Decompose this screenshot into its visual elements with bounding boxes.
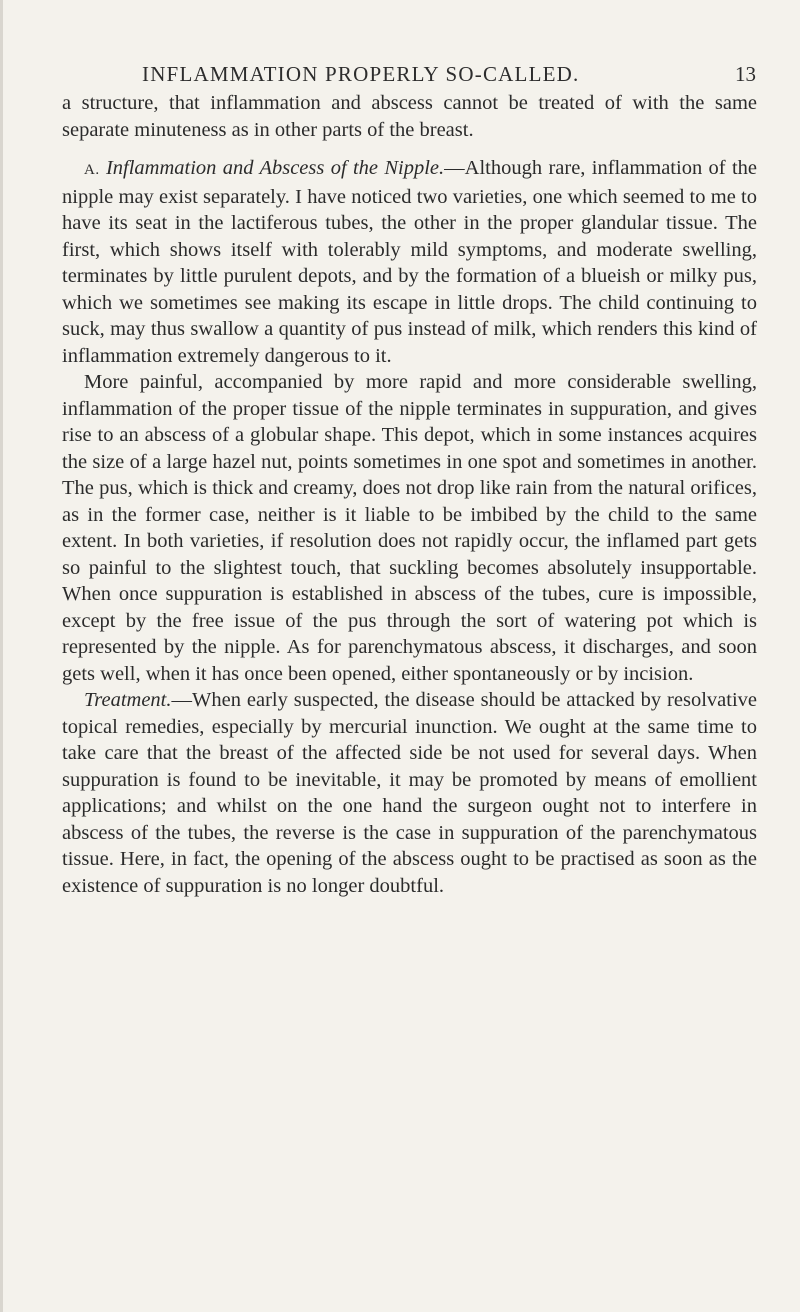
paragraph-continuation: a structure, that inflammation and abscess cannot be treated of with the same separate minuteness as in other parts of the breast. [62,92,757,141]
page-edge [0,0,3,1312]
paragraph-section-a [62,155,757,369]
section-heading: Inflammation and Abscess of the Nipple. [105,157,445,179]
page-number: 13 [735,62,756,86]
treatment-heading: Treatment. [84,689,172,711]
section-a-text: —Although rare, inflammation of the nipple may exist separately. I have noticed two varieties, one which seemed to me to have its seat in the lactiferous tubes, the other in the proper glandular tissue. The first, which shows itself with tolerably mild symptoms, and moderate swelling, terminates by little purulent depots, and by the formation of a blueish or milky pus, which we sometimes see making its escape in little drops. The child continuing to suck, may thus swallow a quantity of pus instead of milk, which renders this kind of inflammation extremely dangerous to it. [62,157,757,367]
body-text [62,90,757,899]
treatment-text: —When early suspected, the disease should be attacked by resolvative topical remedies, especially by mercurial inunction. We ought at the same time to take care that the breast of the affected side be not used for several days. When suppuration is found to be inevitable, it may be promoted by means of emollient applications; and whilst on the one hand the surgeon ought not to interfere in abscess of the tubes, the reverse is the case in suppuration of the parenchymatous tissue. Here, in fact, the opening of the abscess ought to be practised as soon as the existence of suppuration is no longer doubtful. [62,689,757,897]
running-head: INFLAMMATION PROPERLY SO-CALLED. [142,62,580,86]
section-marker: A. [84,162,100,178]
paragraph-parenchymatous: More painful, accompanied by more rapid and more considerable swelling, inflammation of the proper tissue of the nipple terminates in suppuration, and gives rise to an abscess of a globular shape. This depot, which in some instances acquires the size of a large hazel nut, points sometimes in one spot and sometimes in another. The pus, which is thick and creamy, does not drop like rain from the natural orifices, as in the former case, neither is it liable to be imbibed by the child to the same extent. In both varieties, if resolution does not rapidly occur, the inflamed part gets so painful to the slightest touch, that suckling becomes absolutely insupportable. When once suppuration is established in abscess of the tubes, cure is impossible, except by the free issue of the pus through the sort of watering pot which is represented by the nipple. As for parenchymatous abscess, it discharges, and soon gets well, when it has once been opened, either spontaneously or by incision. [62,371,757,685]
paragraph-treatment [62,687,757,899]
page-header [142,62,756,92]
